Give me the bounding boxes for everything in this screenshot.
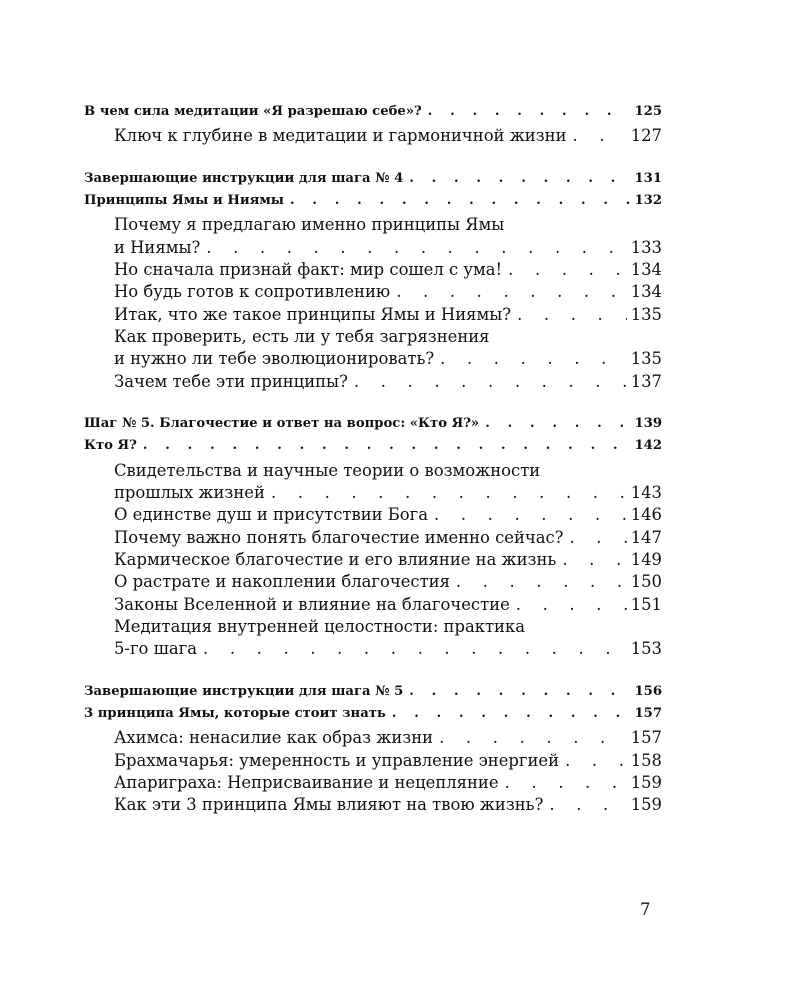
toc-entry-title: Ключ к глубине в медитации и гармоничной жизни: [114, 126, 567, 146]
toc-subsection-entry: [84, 773, 662, 795]
toc-entry-page: 133: [630, 237, 662, 257]
toc-subsection-entry: [84, 639, 662, 661]
section-gap: [84, 394, 662, 416]
toc-entry-page: 134: [630, 260, 662, 280]
toc-entry-title: 3 принципа Ямы, которые стоит знать: [84, 706, 386, 722]
toc-subsection-entry: [84, 126, 662, 148]
toc-entry-title: Почему я предлагаю именно принципы Ямы: [114, 215, 505, 235]
dot-leader: [386, 706, 631, 721]
toc-entry-page: 158: [630, 750, 662, 770]
dot-leader: [428, 505, 627, 524]
dot-leader: [450, 572, 627, 591]
toc-entry-title: Кто Я?: [84, 438, 137, 454]
dot-leader: [563, 528, 626, 547]
toc-subsection-entry: [84, 572, 662, 594]
toc-subsection-entry: [84, 617, 662, 639]
dot-leader: [434, 349, 627, 368]
toc-entry-title: Принципы Ямы и Ниямы: [84, 193, 285, 209]
toc-entry-title: Завершающие инструкции для шага № 4: [84, 170, 404, 186]
toc-entry-title: Шаг № 5. Благочестие и ответ на вопрос: «Кто Я?»: [84, 416, 480, 432]
toc-entry-title: О растрате и накоплении благочестия: [114, 572, 450, 592]
toc-subsection-entry: [84, 595, 662, 617]
toc-entry-title: прошлых жизней: [114, 483, 265, 503]
toc-subsection-entry: [84, 528, 662, 550]
toc-entry-page: 151: [630, 594, 662, 614]
toc-entry-title: Завершающие инструкции для шага № 5: [84, 683, 404, 699]
toc-entry-page: 127: [630, 126, 662, 146]
toc-entry-title: и Ниямы?: [114, 237, 201, 257]
toc-subsection-entry: [84, 372, 662, 394]
dot-leader: [510, 595, 627, 614]
toc-entry-title: Ахимса: ненасилие как образ жизни: [114, 728, 434, 748]
toc-subsection-entry: [84, 260, 662, 282]
dot-leader: [556, 550, 626, 569]
dot-leader: [137, 438, 631, 453]
toc-entry-page: 159: [630, 772, 662, 792]
toc-entry-page: 146: [630, 505, 662, 525]
toc-entry-title: Как проверить, есть ли у тебя загрязнения: [114, 326, 490, 346]
toc-entry-page: 156: [634, 683, 662, 699]
toc-entry-page: 125: [634, 104, 662, 119]
toc-section-entry: [84, 171, 662, 193]
toc-entry-page: 153: [630, 639, 662, 659]
toc-subsection-entry: [84, 505, 662, 527]
toc-entry-title: Свидетельства и научные теории о возможности: [114, 460, 541, 480]
toc-entry-title: Законы Вселенной и влияние на благочестие: [114, 594, 510, 614]
toc-entry-title: Но сначала признай факт: мир сошел с ума!: [114, 260, 503, 280]
toc-entry-title: Но будь готов к сопротивлению: [114, 282, 391, 302]
toc-section-entry: [84, 104, 662, 126]
toc-entry-page: 135: [630, 304, 662, 324]
dot-leader: [559, 751, 627, 770]
toc-entry-title: Почему важно понять благочестие именно сейчас?: [114, 527, 564, 547]
toc-entry-page: 147: [630, 527, 662, 547]
toc-entry-page: 132: [634, 193, 662, 209]
toc-entry-title: Кармическое благочестие и его влияние на жизнь: [114, 549, 557, 569]
toc-subsection-entry: [84, 282, 662, 304]
dot-leader: [511, 305, 627, 324]
dot-leader: [197, 639, 627, 658]
toc-entry-title: Брахмачарья: умеренность и управление энергией: [114, 750, 560, 770]
toc-entry-page: 159: [630, 795, 662, 815]
dot-leader: [200, 238, 626, 257]
toc-entry-title: и нужно ли тебе эволюционировать?: [114, 349, 435, 369]
toc-entry-page: 134: [630, 282, 662, 302]
toc-subsection-entry: [84, 215, 662, 237]
toc-entry-title: В чем сила медитации «Я разрешаю себе»?: [84, 104, 422, 119]
toc-subsection-entry: [84, 751, 662, 773]
toc-subsection-entry: [84, 305, 662, 327]
dot-leader: [499, 773, 627, 792]
toc-entry-page: 139: [634, 416, 662, 432]
toc-entry-page: 143: [630, 483, 662, 503]
toc-entry-title: Апариграха: Неприсваивание и нецепляние: [114, 772, 499, 792]
toc-section-entry: [84, 416, 662, 438]
toc-section-entry: [84, 438, 662, 460]
section-gap: [84, 149, 662, 171]
toc-section-entry: [84, 684, 662, 706]
toc-subsection-entry: [84, 795, 662, 817]
toc-entry-page: 149: [630, 549, 662, 569]
toc-subsection-entry: [84, 238, 662, 260]
toc-entry-title: Зачем тебе эти принципы?: [114, 371, 348, 391]
section-gap: [84, 661, 662, 683]
dot-leader: [348, 372, 627, 391]
toc-section-entry: [84, 706, 662, 728]
dot-leader: [422, 104, 631, 119]
dot-leader: [284, 193, 630, 208]
toc-entry-page: 137: [630, 371, 662, 391]
toc-entry-page: 131: [634, 170, 662, 186]
toc-subsection-entry: [84, 728, 662, 750]
dot-leader: [265, 483, 627, 502]
toc-entry-title: Как эти 3 принципа Ямы влияют на твою жизнь?: [114, 795, 544, 815]
toc-entry-title: Медитация внутренней целостности: практика: [114, 616, 525, 636]
toc-entry-page: 142: [634, 438, 662, 454]
toc-subsection-entry: [84, 550, 662, 572]
dot-leader: [403, 171, 630, 186]
toc-entry-page: 150: [630, 572, 662, 592]
dot-leader: [502, 260, 627, 279]
toc-subsection-entry: [84, 461, 662, 483]
dot-leader: [543, 795, 626, 814]
table-of-contents: [84, 104, 662, 818]
dot-leader: [390, 282, 627, 301]
toc-entry-title: 5-го шага: [114, 639, 198, 659]
dot-leader: [567, 126, 627, 145]
toc-entry-title: О единстве душ и присутствии Бога: [114, 505, 429, 525]
page-number: 7: [640, 900, 651, 919]
toc-entry-page: 157: [634, 706, 662, 722]
toc-entry-page: 135: [630, 349, 662, 369]
toc-entry-page: 157: [630, 728, 662, 748]
dot-leader: [433, 728, 627, 747]
toc-subsection-entry: [84, 483, 662, 505]
dot-leader: [479, 416, 630, 431]
toc-subsection-entry: [84, 349, 662, 371]
dot-leader: [403, 684, 630, 699]
toc-section-entry: [84, 193, 662, 215]
toc-entry-title: Итак, что же такое принципы Ямы и Ниямы?: [114, 304, 512, 324]
toc-subsection-entry: [84, 327, 662, 349]
